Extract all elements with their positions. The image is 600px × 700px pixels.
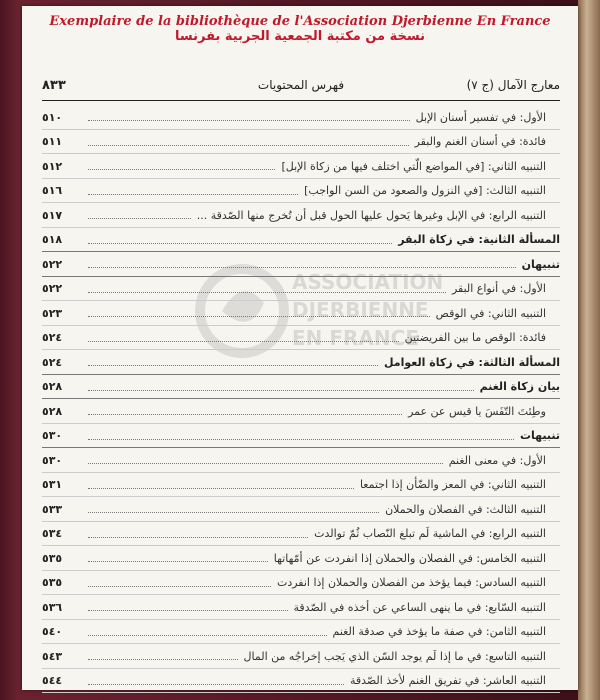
toc-entry-row	[42, 448, 560, 473]
dot-leader	[88, 487, 354, 489]
toc-page-number: ٥٢٢	[42, 257, 63, 271]
section-title: فهرس المحتويات	[257, 78, 345, 92]
dot-leader	[88, 168, 275, 170]
toc-entry-title: المسألة الثالثة: في زكاة العوامل	[383, 355, 560, 369]
toc-entry-title: التنبيه الثاني: في الوقص	[435, 306, 546, 320]
toc-entry-row	[42, 497, 560, 522]
toc-page-number: ٥٢٨	[42, 380, 63, 394]
toc-entry-title: وطِئتَ التّفَسَ يا قيس عن عمر	[408, 404, 546, 418]
toc-page-number: ٥٣٥	[42, 576, 63, 590]
dot-leader	[88, 511, 379, 513]
toc-page-number: ٥١٠	[42, 110, 63, 124]
dot-leader	[88, 242, 392, 244]
toc-entry-title: بيان زكاة الغنم	[479, 380, 560, 394]
toc-page-number: ٥٢٤	[42, 331, 63, 345]
toc-entry-title: تنبيهات	[519, 429, 560, 443]
book-spine	[578, 0, 600, 700]
toc-page-number: ٥٤٣	[42, 649, 63, 663]
toc-heading-row	[42, 375, 560, 400]
page-number: ٨٣٣	[42, 78, 66, 93]
toc-heading-row	[42, 424, 560, 449]
dot-leader	[88, 389, 474, 391]
toc-heading-row	[42, 228, 560, 253]
dot-leader	[88, 144, 409, 146]
toc-entry-title: التنبيه الثامن: في صفة ما يؤخذ في صدقة الغنم	[332, 625, 546, 639]
book-title: معارج الآمال (ج ٧)	[466, 78, 560, 92]
toc-page-number: ٥٣٣	[42, 502, 63, 516]
dot-leader	[88, 193, 298, 195]
toc-entry-title: الأول: في تفسير أسنان الإبل	[415, 110, 546, 124]
toc-heading-row	[42, 252, 560, 277]
toc-entry-title: المسألة الثانية: في زكاة البقر	[398, 233, 560, 247]
toc-entry-row	[42, 277, 560, 302]
toc-page-number: ٥١٧	[42, 208, 63, 222]
toc-entry-title: التنبيه الرابع: في الماشية لَم تبلغ النّصاب ثُمّ توالدت	[314, 527, 546, 541]
toc-entry-row	[42, 105, 560, 130]
toc-entry-row	[42, 522, 560, 547]
dot-leader	[88, 658, 238, 660]
dot-leader	[88, 315, 430, 317]
toc-entry-title: التنبيه الخامس: في الفصلان والحملان إذا انفردت عن أمّهاتها	[273, 551, 546, 565]
dot-leader	[88, 266, 516, 268]
toc-page-number: ٥٣٤	[42, 527, 63, 541]
dot-leader	[88, 413, 402, 415]
toc-page-number: ٥٤٠	[42, 625, 63, 639]
toc-page-number: ٥١٨	[42, 233, 63, 247]
toc-entry-row	[42, 203, 560, 228]
dot-leader	[88, 119, 410, 121]
dot-leader	[88, 340, 399, 342]
toc-entry-row	[42, 154, 560, 179]
watermark-line-2: DJERBIENNE	[292, 298, 429, 322]
toc-entry-row	[42, 301, 560, 326]
toc-entry-title: فائدة: الوقص ما بين الفريضتين	[404, 331, 546, 345]
toc-entry-title: التنبيه الثاني: [في المواضع الّتي اختلف فيها من زكاة الإبل]	[281, 159, 546, 173]
book-page	[22, 6, 578, 690]
dot-leader	[88, 683, 344, 685]
toc-entry-title: التنبيه السّابع: في ما ينهى الساعي عن أخذه في الصّدقة	[293, 600, 546, 614]
toc-page-number: ٥١٢	[42, 159, 63, 173]
toc-entry-row	[42, 644, 560, 669]
toc-entry-title: التنبيه الثاني: في المعز والضّأن إذا اجتمعا	[359, 478, 546, 492]
library-stamp	[22, 14, 578, 45]
toc-page-number: ٥٣٦	[42, 600, 63, 614]
toc-entry-title: التنبيه الثالث: [في النزول والصعود من السن الواجب]	[304, 184, 546, 198]
toc-page-number: ٥٣٠	[42, 429, 63, 443]
toc-entry-title: فائدة: في أسنان الغنم والبقر	[414, 135, 546, 149]
toc-entry-title: التنبيه التاسع: في ما إذا لَم يوجد السّن الذي يَجب إخراجُه من المال	[243, 649, 546, 663]
toc-entry-title: التنبيه العاشر: في تفريق الغنم لأخذ الصّدقة	[349, 674, 546, 688]
toc-entry-title: تنبيهان	[521, 257, 560, 271]
library-stamp-french: Exemplaire de la bibliothèque de l'Association Djerbienne En France	[49, 14, 551, 29]
dot-leader	[88, 462, 443, 464]
toc-page-number: ٥٣٠	[42, 453, 63, 467]
library-stamp-arabic: نسخة من مكتبة الجمعية الجربية بفرنسا	[175, 29, 425, 44]
dot-leader	[88, 585, 271, 587]
toc-entry-row	[42, 326, 560, 351]
toc-page-number: ٥١٦	[42, 184, 63, 198]
toc-page-number: ٥٣٥	[42, 551, 63, 565]
toc-page-number: ٥٢٢	[42, 282, 63, 296]
toc-entry-row	[42, 595, 560, 620]
dot-leader	[88, 438, 514, 440]
toc-entry-row	[42, 571, 560, 596]
watermark-line-3: EN FRANCE	[292, 326, 419, 350]
toc-entry-title: التنبيه الرابع: في الإبل وغيرها يَحول عليها الحول قبل أن تُخرج منها الصّدقة ...	[196, 208, 546, 222]
watermark-line-1: ASSOCIATION	[292, 270, 444, 294]
toc-entry-row	[42, 546, 560, 571]
table-of-contents	[42, 105, 560, 693]
toc-page-number: ٥٢٨	[42, 404, 63, 418]
toc-entry-row	[42, 179, 560, 204]
dot-leader	[88, 291, 446, 293]
dot-leader	[88, 609, 288, 611]
toc-entry-row	[42, 669, 560, 694]
toc-page-number: ٥٢٣	[42, 306, 63, 320]
toc-page-number: ٥٣١	[42, 478, 63, 492]
toc-heading-row	[42, 350, 560, 375]
dot-leader	[88, 536, 308, 538]
toc-entry-row	[42, 620, 560, 645]
toc-page-number: ٥٤٤	[42, 674, 63, 688]
running-header	[42, 76, 560, 101]
toc-entry-title: الأول: في أنواع البقر	[451, 282, 546, 296]
toc-entry-row	[42, 399, 560, 424]
dot-leader	[88, 634, 327, 636]
toc-entry-title: الأول: في معنى الغنم	[448, 453, 546, 467]
dot-leader	[88, 560, 268, 562]
toc-entry-title: التنبيه السادس: فيما يؤخذ من الفصلان والحملان إذا انفردت	[276, 576, 546, 590]
dot-leader	[88, 217, 191, 219]
dot-leader	[88, 364, 378, 366]
toc-page-number: ٥٢٤	[42, 355, 63, 369]
toc-entry-row	[42, 130, 560, 155]
toc-page-number: ٥١١	[42, 135, 63, 149]
toc-entry-title: التنبيه الثالث: في الفصلان والحملان	[385, 502, 546, 516]
toc-entry-row	[42, 473, 560, 498]
